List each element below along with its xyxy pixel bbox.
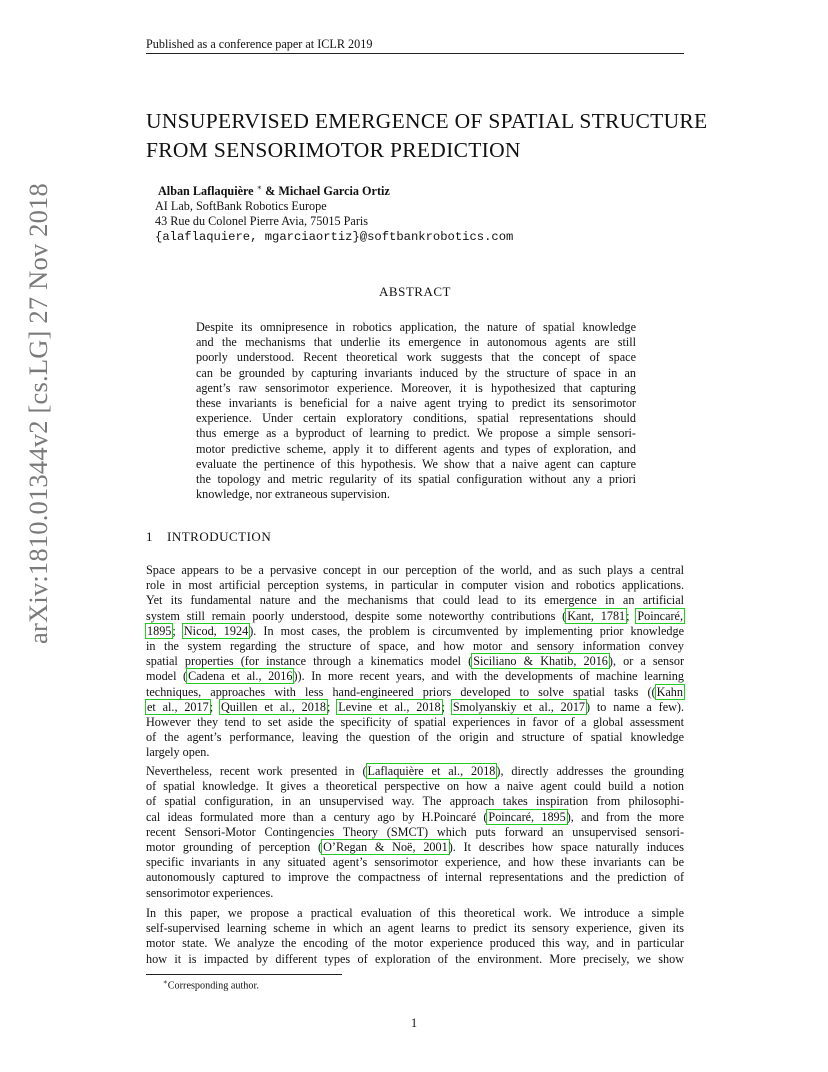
text-run: system still remain poorly understood, despite some noteworthy contributions ( [146,608,567,623]
footnote [163,978,259,991]
paragraph-line: autonomously captured to improve the compactness of internal representations and the prediction of [146,870,684,885]
paragraph-line: Yet its fundamental nature and the mechanisms that could lead to its emergence in an artificial [146,593,684,608]
text-run: ). In most cases, the problem is circumvented by implementing prior knowledge [249,623,684,638]
paragraph-line: of the agent’s performance, leaving the question of the origin and structure of spatial knowledge [146,730,684,745]
text-run: ), and from the more [566,809,685,824]
running-header: Published as a conference paper at ICLR 2019 [146,37,373,51]
abstract-body [196,320,636,502]
affiliation-line: AI Lab, SoftBank Robotics Europe [155,199,327,213]
citation-link[interactable]: Nicod, 1924 [183,623,249,638]
arxiv-stamp: arXiv:1810.01344v2 [cs.LG] 27 Nov 2018 [23,183,53,644]
intro-paragraph-2 [146,764,684,901]
header-rule [146,53,684,54]
citation-link[interactable]: Quillen et al., 2018 [220,699,327,714]
text-run: ; [209,699,220,714]
text-run: ; [172,623,183,638]
paragraph-line [146,669,684,684]
paragraph-line: sensorimotor experiences. [146,885,274,900]
abstract-line: thus emerge as a byproduct of learning to predict. We propose a simple sensori- [196,426,636,441]
text-run: ). It describes how space naturally induces [448,840,685,855]
text-run: model ( [146,669,188,684]
corresponding-mark[interactable]: ∗ [256,183,263,192]
abstract-line: poorly understood. Recent theoretical work suggests that the concept of space [196,350,636,365]
author-line [158,183,390,199]
paragraph-line: Space appears to be a pervasive concept in our perception of the world, and as such plays a central [146,563,684,577]
text-run: ), directly addresses the grounding [496,764,684,778]
citation-link[interactable]: Laflaquière et al., 2018 [367,764,496,778]
paragraph-line: of spatial knowledge. It gives a theoretical perspective on how a naive agent could build a notion [146,779,684,794]
affiliation [155,199,368,229]
paragraph-line: largely open. [146,745,210,760]
paragraph-line: of spatial configuration, in an unsupervised way. The approach takes inspiration from philosophi- [146,794,684,809]
citation-link[interactable]: O’Regan & Noë, 2001 [323,840,448,855]
abstract-line: experience. Under certain exploratory conditions, spatial representations should [196,411,636,426]
paragraph-line [146,624,684,639]
citation-link[interactable]: Cadena et al., 2016 [188,669,293,684]
text-run: ) to name a few). [586,699,685,714]
text-run: techniques, approaches with less hand-engineered priors developed to solve spatial tasks (( [146,684,656,699]
footnote-text: Corresponding author. [167,980,259,992]
citation-link[interactable]: et al., 2017 [147,699,209,714]
title-line: FROM SENSORIMOTOR PREDICTION [146,138,521,162]
paragraph-line [146,810,684,825]
citation-link[interactable]: Kant, 1781 [567,608,626,623]
abstract-line: motor predictive scheme, apply it to different agents and types of exploration, and [196,441,636,456]
text-run: Nevertheless, recent work presented in ( [146,764,367,778]
paragraph-line: self-supervised learning scheme in which an agent learns to predict its sensory experience, given its [146,921,684,936]
paragraph-line: However they tend to set aside the specificity of spatial experiences in favor of a global assessment [146,715,684,730]
paragraph-line [146,609,684,624]
abstract-line: these invariants is beneficial for a naive agent trying to predict its sensorimotor [196,396,636,411]
text-run: ; [626,608,637,623]
paragraph-line [146,840,684,855]
citation-link[interactable]: Poincaré, 1895 [488,809,566,824]
footnote-rule [146,974,342,975]
text-run: cal ideas formulated more than a century ago by H.Poincaré ( [146,809,488,824]
section-title: INTRODUCTION [167,529,272,544]
citation-link[interactable]: Kahn [656,684,683,699]
paragraph-line [146,764,684,779]
text-run: )). In more recent years, and with the developments of machine learning [293,669,684,684]
paragraph-line: in the system regarding the structure of space, and how motor and sensory information convey [146,639,684,654]
section-number: 1 [146,529,153,544]
citation-link[interactable]: Levine et al., 2018 [338,699,441,714]
citation-link[interactable]: Siciliano & Khatib, 2016 [473,654,608,669]
abstract-line: evaluate the pertinence of this hypothesis. We show that a naive agent can capture [196,456,636,471]
paragraph-line [146,654,684,669]
text-run: ), or a sensor [608,654,684,669]
citation-link[interactable]: Poincaré, [637,608,684,623]
paper-title [146,107,706,165]
section-heading-introduction [146,529,271,545]
paragraph-line: In this paper, we propose a practical evaluation of this theoretical work. We introduce a simple [146,906,684,920]
paragraph-line: recent Sensori-Motor Contingencies Theory (SMCT) which puts forward an unsupervised sensori- [146,824,684,839]
author-emails: {alaflaquiere, mgarciaortiz}@softbankrobotics.com [155,230,514,244]
title-line: UNSUPERVISED EMERGENCE OF SPATIAL STRUCTURE [146,109,708,133]
paragraph-line: how it is impacted by different types of exploration of the environment. More precisely, we show [146,951,684,966]
abstract-heading: ABSTRACT [379,284,451,299]
author-name: & Michael Garcia Ortiz [265,184,390,199]
paragraph-line [146,685,684,700]
abstract-line: Despite its omnipresence in robotics application, the nature of spatial knowledge [196,320,636,334]
citation-link[interactable]: 1895 [147,623,172,638]
paragraph-line [146,700,684,715]
abstract-line: can be grounded by capturing invariants induced by the structure of space in an [196,365,636,380]
page-number: 1 [410,1016,418,1030]
paragraph-line: specific invariants in any situated agent’s sensorimotor experience, and how these invariants can be [146,855,684,870]
intro-paragraph-3 [146,906,684,967]
author-name: Alban Laflaquière [158,184,254,199]
footnote-mark: ∗ [163,978,168,986]
abstract-line: knowledge, nor extraneous supervision. [196,487,390,502]
abstract-line: the topology and metric regularity of its spatial configuration without any a priori [196,472,636,487]
paragraph-line: role in most artificial perception systems, in particular in computer vision and robotics applications. [146,578,684,593]
text-run: ; [327,699,338,714]
abstract-line: and the mechanisms that underlie its emergence in autonomous agents are still [196,335,636,350]
intro-paragraph-1 [146,563,684,761]
text-run: spatial properties (for instance through a kinematics model ( [146,654,473,669]
paragraph-line: motor state. We analyze the encoding of the motor experience produced this way, and in particular [146,936,684,951]
affiliation-line: 43 Rue du Colonel Pierre Avia, 75015 Paris [155,214,369,228]
citation-link[interactable]: Smolyanskiy et al., 2017 [452,699,586,714]
abstract-line: agent’s raw sensorimotor experience. Moreover, it is hypothesized that capturing [196,380,636,395]
text-run: ; [441,699,452,714]
text-run: motor grounding of perception ( [146,840,323,855]
